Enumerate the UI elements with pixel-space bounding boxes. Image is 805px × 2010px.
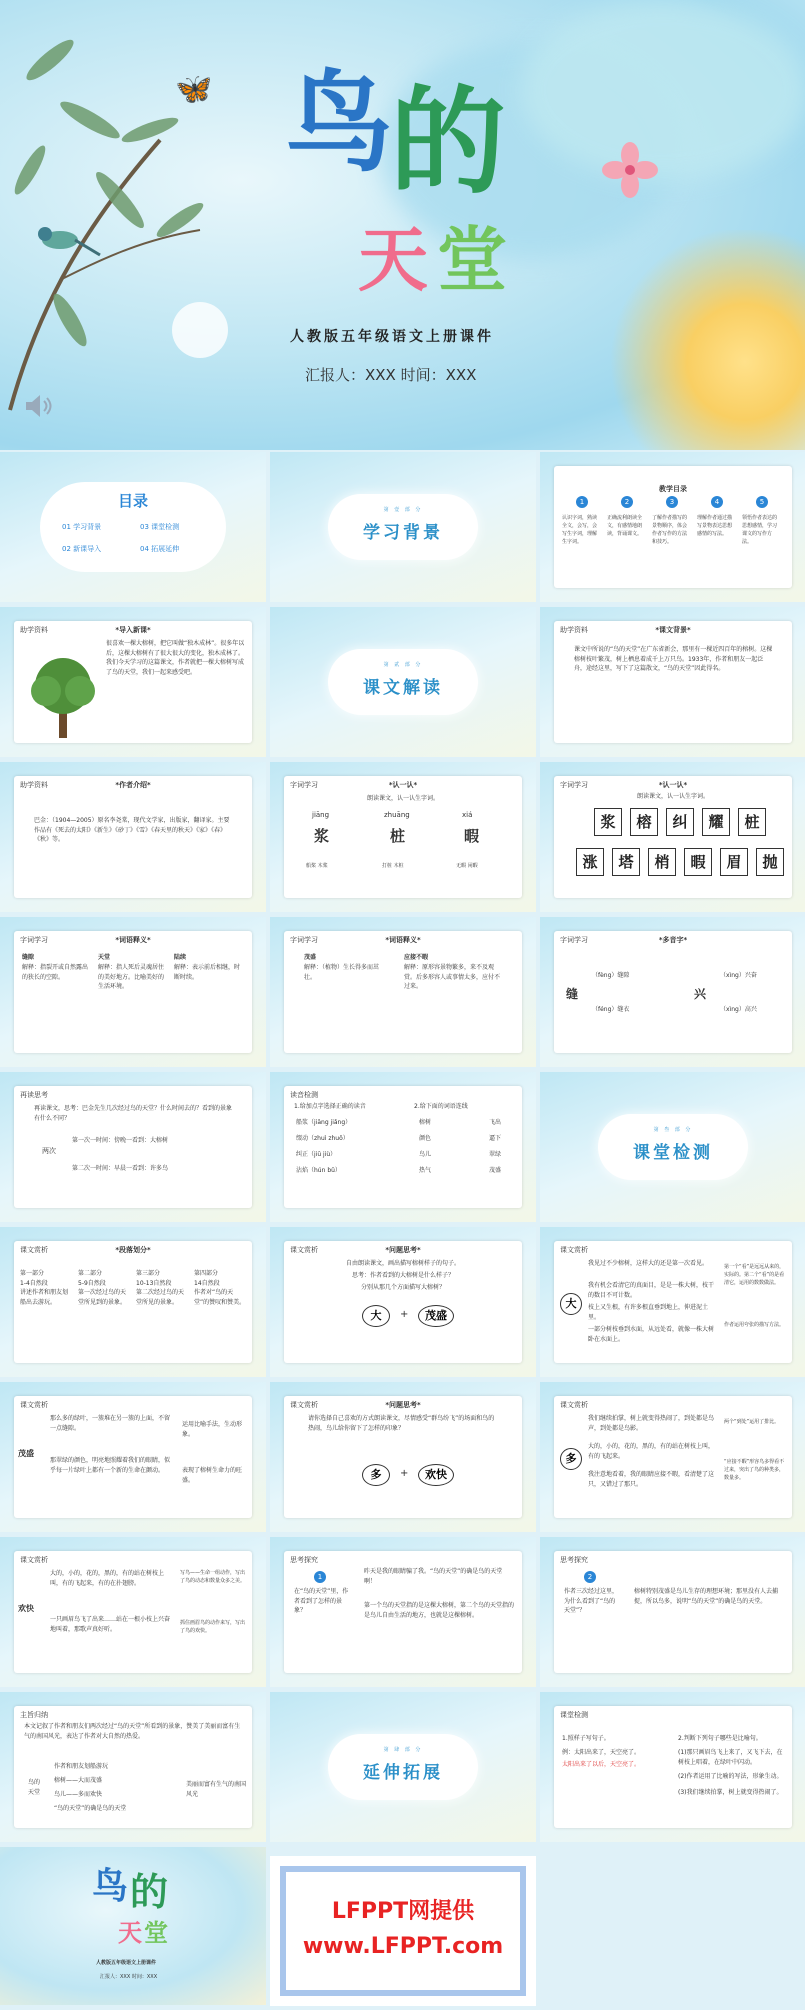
slide-card — [284, 1241, 522, 1363]
match-right: 茂盛 — [489, 1167, 502, 1174]
vocab-def: 解释：原形容景物繁多，来不及观赏。后多形容人或事情太多，应付不过来。 — [404, 964, 501, 991]
slide-thumb-question-1[interactable] — [270, 1227, 536, 1377]
inquiry-answer: 榕树特别茂盛是鸟儿生存的理想环境；那里没有人去捕捉，所以鸟多，说明“鸟的天堂”的确是鸟的天堂。 — [634, 1588, 779, 1605]
match-right: 飞出 — [489, 1119, 502, 1126]
slide-card — [554, 1396, 792, 1518]
slide-heading: *导入新课* — [115, 626, 151, 634]
slide-card — [14, 1086, 252, 1208]
analysis-line: 那翠绿的颜色，明亮地照耀着我们的眼睛，似乎每一片绿叶上都有一个新的生命在颤动。 — [50, 1457, 171, 1474]
slide-thumb-vocab-2[interactable] — [270, 917, 536, 1067]
analysis-line: 我见过不少榕树，这样大的还是第一次看见。 — [588, 1260, 709, 1267]
vocab-def: 解释：表示前后相继，时断时续。 — [174, 964, 241, 981]
section-sub: 第 贰 部 分 — [383, 662, 423, 668]
analysis-note: 表现了榕树生命力的旺盛。 — [182, 1467, 243, 1484]
slide-thumb-paragraphs[interactable] — [0, 1227, 266, 1377]
summary-branch: 作者和朋友划船游玩 — [54, 1763, 109, 1770]
analysis-note: 写鸟——生命一组动作，写出了鸟的动态和数量众多之美。 — [180, 1570, 246, 1584]
bird-branch-illustration — [0, 0, 230, 420]
toc-num: 04 — [140, 545, 149, 553]
match-left: 颜色 — [419, 1135, 432, 1142]
title-char-2: 的 — [130, 1870, 169, 1914]
q-line: 分别从那几个方面描写大榕树？ — [360, 1284, 445, 1291]
exercise-q: 1.照样子写句子。 — [562, 1735, 610, 1742]
slide-card — [284, 776, 522, 898]
slide-body: 巴金：（1904—2005）原名李尧棠，现代文学家，出版家，翻译家。主要作品有《死去的太阳》《新生》《砂丁》《雪》《春天里的秋天》《家》《春》《秋》等。 — [34, 817, 230, 844]
part-range: 14自然段 — [194, 1279, 220, 1287]
slide-card — [554, 1706, 792, 1828]
analysis-line: 我注意地看着，我的眼睛应接不暇，看清楚了这只，又错过了那只。 — [588, 1471, 715, 1488]
slide-heading: *认一认* — [658, 781, 688, 789]
slide-tag: 课文赏析 — [290, 1401, 318, 1409]
slide-tag: 课文赏析 — [20, 1246, 48, 1254]
vocab-word: 陆续 — [174, 954, 187, 961]
summary-text: 本文记叙了作者和朋友们两次经过“鸟的天堂”所看到的景象，赞美了美丽而富有生气的南国风光，表达了作者对大自然的热爱。 — [24, 1723, 241, 1740]
key-char: 大 — [560, 1293, 582, 1315]
num-badge: 2 — [584, 1571, 596, 1583]
part-range: 10-13自然段 — [136, 1279, 172, 1287]
part-desc: 第一次经过鸟的天堂所见到的景象。 — [78, 1289, 127, 1306]
slide-body: 很喜欢一棵大榕树，把它叫做“独木成林”。很多年以后，这棵大榕树有了很大很大的变化，独木成林了。我们今天学习的这篇课文，作者就把一棵大榕树写成了鸟的天堂，我们一起来感受吧。 — [106, 640, 245, 676]
part-desc: 作者对“鸟的天堂”的赞叹和赞美。 — [194, 1289, 246, 1306]
num-badge: 2 — [621, 496, 633, 508]
summary-branch: 榕树——大而茂盛 — [54, 1777, 103, 1784]
section-sub: 第 叁 部 分 — [653, 1127, 693, 1133]
slide-heading: *问题思考* — [385, 1246, 421, 1254]
num-badge: 4 — [711, 496, 723, 508]
char-box: 涨 — [576, 848, 604, 876]
char-box: 眉 — [720, 848, 748, 876]
toc-item: 拓展延伸 — [151, 545, 180, 553]
analysis-line: 我有机会看清它的真面目，是是一株大树，枝干的数目不可计数。 — [588, 1282, 715, 1299]
poly-reading: （féng）缝衣 — [592, 1006, 630, 1013]
exercise-item: (2)作者运用了比喻的写法，形象生动。 — [678, 1773, 783, 1780]
analysis-line: 我们继续拍掌，树上就变得热闹了，到处都是鸟声，到处都是鸟影。 — [588, 1415, 715, 1432]
slide-tag: 字词学习 — [560, 936, 588, 944]
slide-thumb-analysis-many[interactable] — [540, 1382, 805, 1532]
slide-heading: *段落划分* — [115, 1246, 151, 1254]
slide-thumb-analysis-happy[interactable] — [0, 1537, 266, 1687]
analysis-line: 一部分树枝垂到水面，从远处看，就像一株大树卧在水面上。 — [588, 1326, 715, 1343]
slide-card — [554, 776, 792, 898]
toc-item: 课堂检测 — [151, 523, 180, 531]
part-name: 第二部分 — [78, 1270, 103, 1277]
char-box: 浆 — [594, 808, 622, 836]
pink-flower-icon — [600, 140, 660, 200]
pinyin: xiá — [462, 811, 473, 819]
char-box: 榕 — [630, 808, 658, 836]
cover-subtitle: 人教版五年级语文上册课件 — [96, 1960, 157, 1966]
slide-tag: 课文赏析 — [290, 1246, 318, 1254]
section-cloud — [328, 494, 478, 560]
title-char-4: 堂 — [437, 219, 507, 301]
slide-line: 朗读课文，认一认生字词。 — [366, 795, 439, 802]
part-desc: 讲述作者和朋友划船出去游玩。 — [20, 1289, 69, 1306]
visit-line: 第二次一时间：早晨一看到：许多鸟 — [72, 1165, 169, 1172]
summary-branch: “鸟的天堂”的确是鸟的天堂 — [54, 1805, 127, 1812]
slide-thumb-inquiry-2[interactable] — [540, 1537, 805, 1687]
slide-tag: 助学资料 — [20, 781, 48, 789]
title-char-1: 鸟 — [92, 1866, 129, 1907]
butterfly-icon: 🦋 — [175, 72, 213, 107]
slide-tag: 课文赏析 — [560, 1401, 588, 1409]
slide-body: 课文中所说的“鸟的天堂”在广东省新会，那里有一棵近四百年的榕树。这棵榕树枝叶繁茂，树上栖息着成千上万只鸟。1933年，作者和朋友一起泛舟，途经这里，写下了这篇散文，“鸟的天堂”因此得名。 — [574, 646, 773, 673]
slide-thumb-words-1[interactable] — [270, 762, 536, 912]
section-sub: 第 壹 部 分 — [383, 507, 423, 513]
provider-text: LFPPT网提供 — [331, 1899, 475, 1924]
slide-thumb-reading-check[interactable] — [270, 1072, 536, 1222]
slide-tag: 字词学习 — [20, 936, 48, 944]
slide-card — [554, 931, 792, 1053]
exercise-example: 例：太阳出来了，天空亮了。 — [562, 1749, 641, 1756]
section-cloud — [598, 1114, 748, 1180]
tree-icon — [28, 651, 98, 741]
slide-card — [14, 1241, 252, 1363]
section-title: 课堂检测 — [633, 1143, 713, 1163]
analysis-line: 大的，小的，花的，黑的，有的站在树枝上叫，有的飞起来，有的在扑翅膀。 — [50, 1570, 165, 1587]
char-box: 耀 — [702, 808, 730, 836]
slide-line: 朗读课文，认一认生字词。 — [636, 793, 709, 800]
match-left: 榕树 — [419, 1119, 432, 1126]
slide-heading: *词语释义* — [385, 936, 421, 944]
slide-card — [554, 466, 792, 588]
part-name: 第三部分 — [136, 1270, 161, 1277]
q-line: 思考：作者看到的大榕树是什么样子？ — [351, 1272, 454, 1279]
num-badge: 1 — [576, 496, 588, 508]
exercise-head: 1.给加点字选择正确的读音 — [294, 1103, 366, 1110]
slide-heading: *课文背景* — [655, 626, 691, 634]
slide-thumb-intro[interactable] — [0, 607, 266, 757]
inquiry-answer: 第一个鸟的天堂指的是这棵大榕树，第二个鸟的天堂指的是鸟儿自由生活的地方，也就是这棵榕树。 — [364, 1602, 515, 1619]
slide-tag: 字词学习 — [290, 781, 318, 789]
slide-thumb-ending-cover[interactable] — [0, 1847, 266, 2005]
match-right: 逼下 — [489, 1135, 502, 1142]
section-cloud — [328, 1734, 478, 1800]
analysis-line: 一只画眉鸟飞了出来……站在一根小枝上兴奋地叫着，那歌声真好听。 — [50, 1616, 171, 1633]
toc-num: 01 — [62, 523, 71, 531]
num-badge: 5 — [756, 496, 768, 508]
vocab-word: 缝隙 — [22, 954, 35, 961]
analysis-note: “应接不暇”形容鸟多得看不过来，突出了鸟的种类多，数量多。 — [724, 1459, 785, 1481]
slide-thumb-summary[interactable] — [0, 1692, 266, 1842]
section-title: 课文解读 — [363, 678, 443, 698]
word-char: 暇 — [464, 827, 480, 845]
slide-tag: 字词学习 — [290, 936, 318, 944]
char-box: 梢 — [648, 848, 676, 876]
word-example: 打桩 木桩 — [382, 863, 404, 869]
slide-card — [554, 621, 792, 743]
goal-text: 了解作者描写的景物顺序，体会作者写作的方法和技巧。 — [652, 515, 688, 545]
section-title: 学习背景 — [363, 523, 443, 543]
slide-card — [554, 1551, 792, 1673]
toc-cloud — [40, 482, 226, 572]
provider-url[interactable]: www.LFPPT.com — [302, 1934, 504, 1959]
poly-reading: （xìng）高兴 — [720, 1006, 757, 1013]
answer-oval: 多 — [362, 1464, 390, 1486]
vocab-def: 解释：指裂开或自然露出的狭长的空隙。 — [22, 964, 89, 981]
word-example: 船桨 木桨 — [306, 863, 328, 869]
analysis-line: 那么多的绿叶，一簇堆在另一簇的上面，不留一点缝隙。 — [50, 1415, 171, 1432]
poly-char: 兴 — [694, 987, 707, 1001]
slide-thumb-author[interactable] — [0, 762, 266, 912]
part-name: 第一部分 — [20, 1270, 45, 1277]
answer-oval: 大 — [362, 1305, 390, 1327]
title-char-1: 鸟 — [285, 61, 394, 186]
pinyin: jiāng — [312, 811, 330, 819]
plus-icon: + — [400, 1468, 409, 1479]
char-box: 塔 — [612, 848, 640, 876]
slide-tag: 思考探究 — [560, 1556, 588, 1564]
vocab-def: 解释：指人死后灵魂居住的美好地方。比喻美好的生活环境。 — [98, 964, 165, 991]
slide-card — [14, 776, 252, 898]
exercise-item: 缀动（zhuì zhuō） — [296, 1135, 349, 1142]
inquiry-question: 作者三次经过这里，为什么看到了“鸟的天堂”？ — [564, 1588, 619, 1615]
slide-card — [284, 1551, 522, 1673]
slide-tag: 字词学习 — [560, 781, 588, 789]
poly-char: 缝 — [566, 987, 579, 1001]
analysis-note: 抓住画眉鸟的动作来写，写出了鸟的欢快。 — [180, 1620, 246, 1634]
key-char: 多 — [560, 1448, 582, 1470]
title-char-2: 的 — [390, 75, 506, 210]
slide-card — [284, 1396, 522, 1518]
slide-tag: 课文赏析 — [560, 1246, 588, 1254]
part-range: 5-9自然段 — [78, 1279, 106, 1287]
slide-thumb-question-2[interactable] — [270, 1382, 536, 1532]
slide-thumb-teaching-goals[interactable] — [540, 452, 805, 602]
slide-question: 再读课文，思考：巴金先生几次经过鸟的天堂？什么时间去的？看到的景象有什么不同？ — [34, 1105, 233, 1122]
slide-heading: *问题思考* — [385, 1401, 421, 1409]
num-badge: 3 — [666, 496, 678, 508]
goal-text: 正确流利朗读全文，有感情地朗读，背诵课文。 — [607, 515, 643, 537]
title-char-3: 天 — [358, 219, 428, 301]
goal-text: 认识字词，熟读全文，会写，会写生字词，理解生字词。 — [562, 515, 598, 545]
toc-item: 新课导入 — [73, 545, 102, 553]
summary-conclusion: 美丽而富有生气的南国风光 — [186, 1781, 247, 1798]
match-left: 鸟儿 — [419, 1151, 432, 1158]
analysis-note: 运用比喻手法，生动形象。 — [182, 1421, 243, 1438]
key-word: 茂盛 — [18, 1449, 34, 1458]
slide-heading: *认一认* — [388, 781, 418, 789]
q-line: 自由朗读课文，画出描写榕树样子的句子。 — [345, 1260, 460, 1267]
slide-thumb-analysis-big[interactable] — [540, 1227, 805, 1377]
exercise-q: 2.判断下列句子哪些是比喻句。 — [678, 1735, 762, 1742]
char-box: 桩 — [738, 808, 766, 836]
slide-thumb-section-2[interactable] — [270, 607, 536, 757]
part-desc: 第二次经过鸟的天堂所见的景象。 — [136, 1289, 185, 1306]
toc-num: 03 — [140, 523, 149, 531]
lfppt-banner[interactable] — [270, 1856, 536, 2006]
slide-card — [284, 1086, 522, 1208]
cover-reporter: 汇报人：XXX 时间：XXX — [100, 1974, 158, 1980]
brace-label: 两次 — [42, 1147, 56, 1155]
exercise-head: 2.给下面的词语连线 — [414, 1103, 468, 1110]
slide-tag: 课文赏析 — [20, 1556, 48, 1564]
section-title: 延伸拓展 — [363, 1763, 443, 1783]
slide-thumb-toc[interactable] — [0, 452, 266, 602]
title-char-4: 堂 — [144, 1919, 168, 1947]
slide-thumb-section-4[interactable] — [270, 1692, 536, 1842]
slide-heading: *多音字* — [658, 936, 688, 944]
slide-tag: 助学资料 — [20, 626, 48, 634]
toc-title: 目录 — [117, 492, 148, 510]
slide-card — [14, 1706, 252, 1828]
match-left: 热气 — [419, 1167, 432, 1174]
title-char-3: 天 — [118, 1919, 142, 1947]
slide-heading: *词语释义* — [115, 936, 151, 944]
slide-tag: 课文赏析 — [20, 1401, 48, 1409]
slide-tag: 思考探究 — [290, 1556, 318, 1564]
banner-frame — [280, 1866, 526, 1996]
poly-reading: （xìng）兴奋 — [720, 972, 757, 979]
char-box: 抛 — [756, 848, 784, 876]
exercise-item: 船浆（jiāng jiǎng） — [296, 1119, 352, 1126]
exercise-example: 太阳出来了以后，天空亮了。 — [562, 1761, 641, 1768]
section-sub: 第 肆 部 分 — [383, 1747, 423, 1753]
cover-reporter: 汇报人：XXX 时间：XXX — [305, 366, 477, 384]
slide-thumb-reread[interactable] — [0, 1072, 266, 1222]
word-char: 浆 — [314, 827, 330, 845]
toc-num: 02 — [62, 545, 71, 553]
slide-thumb-exercise[interactable] — [540, 1692, 805, 1842]
slide-card — [14, 1551, 252, 1673]
slide-thumb-section-3[interactable] — [540, 1072, 805, 1222]
vocab-word: 应接不暇 — [404, 954, 429, 961]
answer-oval: 茂盛 — [418, 1305, 454, 1327]
watercolor-wash — [520, 0, 805, 180]
section-cloud — [328, 649, 478, 715]
analysis-note: 两个“到处”运用了排比。 — [724, 1419, 780, 1425]
inquiry-quote: 昨天是我的眼睛骗了我。“鸟的天堂”的确是鸟的天堂啊！ — [364, 1568, 503, 1585]
num-badge: 1 — [314, 1571, 326, 1583]
slide-thumb-polyphone[interactable] — [540, 917, 805, 1067]
key-word: 欢快 — [18, 1604, 34, 1613]
slide-tag: 课堂检测 — [560, 1711, 588, 1719]
part-range: 1-4自然段 — [20, 1279, 48, 1287]
cover-slide — [0, 0, 805, 450]
slide-heading: 教学目录 — [659, 485, 687, 493]
inquiry-question: 在“鸟的天堂”里，作者看到了怎样的景象？ — [294, 1588, 349, 1615]
answer-oval: 欢快 — [418, 1464, 454, 1486]
flower-decoration — [605, 230, 805, 450]
slide-card — [14, 931, 252, 1053]
slide-thumb-background[interactable] — [540, 607, 805, 757]
exercise-item: (3)我们继续拍掌，树上就变得热闹了。 — [678, 1789, 783, 1796]
match-right: 翠绿 — [489, 1151, 502, 1158]
slide-thumb-section-1[interactable] — [270, 452, 536, 602]
analysis-note: 第一个“看”是远远从来的，实际的。第二个“看”的是看清它，运用的数数做法。 — [724, 1264, 785, 1286]
toc-item: 学习背景 — [73, 523, 102, 531]
analysis-line: 枝上又生根，有许多根直垂到地上，伸进泥土里。 — [588, 1304, 709, 1321]
analysis-line: 大的，小的，花的，黑的，有的站在树枝上叫，有的飞起来。 — [588, 1443, 715, 1460]
analysis-note: 作者运用夸张的描写方法。 — [724, 1322, 785, 1328]
exercise-item: 纠正（jiū jiù） — [296, 1151, 337, 1158]
char-box: 纠 — [666, 808, 694, 836]
slide-thumb-analysis-lush[interactable] — [0, 1382, 266, 1532]
exercise-item: (1)那只画眉鸟飞上来了，又飞下去，在树枝上唱着，在绿叶中闪动。 — [678, 1749, 783, 1766]
slide-card — [554, 1241, 792, 1363]
vocab-def: 解释：（植物）生长得多而茁壮。 — [304, 964, 380, 981]
part-name: 第四部分 — [194, 1270, 219, 1277]
char-box: 暇 — [684, 848, 712, 876]
pinyin: zhuāng — [384, 811, 410, 819]
q-line: 请你选择自己喜欢的方式朗读课文，尽情感受“群鸟纷飞”的场面和鸟的热闹，鸟儿给你留下了怎样的印象？ — [308, 1415, 495, 1432]
slide-thumb-words-2[interactable] — [540, 762, 805, 912]
slide-card — [14, 621, 252, 743]
word-char: 桩 — [390, 827, 406, 845]
slide-thumb-vocab-1[interactable] — [0, 917, 266, 1067]
word-example: 无暇 闲暇 — [456, 863, 478, 869]
summary-branch: 鸟儿——多而欢快 — [54, 1791, 103, 1798]
slide-tag: 助学资料 — [560, 626, 588, 634]
exercise-item: 沾焰（hún bǔ） — [296, 1167, 341, 1174]
summary-root: 鸟的天堂 — [28, 1779, 41, 1796]
slide-card — [284, 931, 522, 1053]
slide-tag: 再读思考 — [20, 1091, 48, 1099]
goal-text: 领悟作者表达的思想感情，学习课文的写作方法。 — [742, 515, 778, 545]
speaker-icon[interactable] — [22, 392, 54, 420]
slide-heading: *作者介绍* — [115, 781, 151, 789]
goal-text: 理解作者通过描写景物表达思想感情的写法。 — [697, 515, 733, 537]
poly-reading: （fèng）缝隙 — [592, 972, 630, 979]
visit-line: 第一次一时间：傍晚一看到：大榕树 — [72, 1137, 169, 1144]
slide-tag: 读音检测 — [290, 1091, 318, 1099]
slide-tag: 主旨归纳 — [20, 1711, 48, 1719]
slide-thumb-inquiry-1[interactable] — [270, 1537, 536, 1687]
plus-icon: + — [400, 1309, 409, 1320]
slide-card — [14, 1396, 252, 1518]
vocab-word: 天堂 — [98, 954, 111, 961]
vocab-word: 茂盛 — [304, 954, 317, 961]
cover-subtitle: 人教版五年级语文上册课件 — [290, 329, 494, 345]
